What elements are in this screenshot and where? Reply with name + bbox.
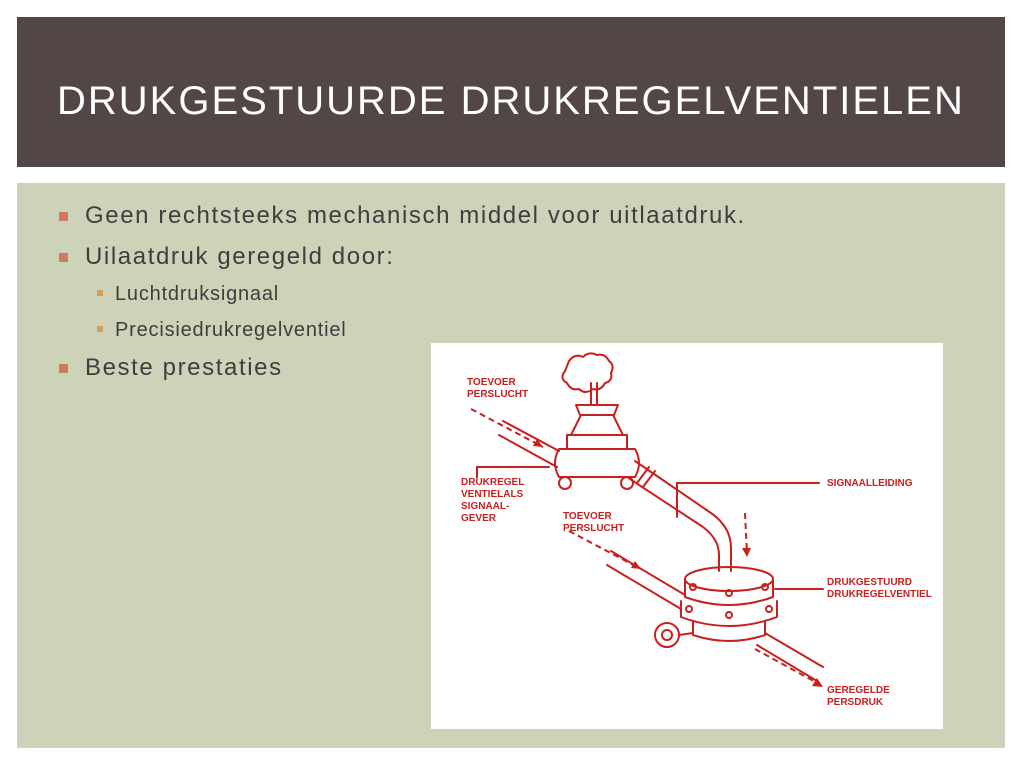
bullet-text: Uilaatdruk geregeld door: [85,243,395,270]
pressure-gauge-icon [655,623,693,647]
leader-lines [477,467,823,589]
arrow-output [755,649,821,685]
label-geregelde: GEREGELDE [827,685,890,696]
sub-bullet-square-icon [97,326,103,332]
bullet-square-icon [59,364,68,373]
sub-bullet-square-icon [97,290,103,296]
bullet-item [59,242,746,272]
bullet-square-icon [59,212,68,221]
bullet-item [59,201,746,231]
label-ventielals: VENTIELALS [461,489,524,500]
label-toevoer-2: TOEVOER [563,511,612,522]
label-perslucht-2: PERSLUCHT [563,523,625,534]
label-persdruk: PERSDRUK [827,697,884,708]
arrow-signal [745,513,747,553]
signal-pipe [627,461,731,571]
label-drukregelventiel: DRUKREGELVENTIEL [827,589,932,600]
title-bar [17,17,1005,167]
bullet-text: Beste prestaties [85,354,283,381]
sub-bullet-text: Precisiedrukregelventiel [115,319,347,341]
slide-title: DRUKGESTUURDE DRUKREGELVENTIELEN [57,79,965,123]
bullet-square-icon [59,253,68,262]
label-gever: GEVER [461,513,497,524]
label-signaalleiding: SIGNAALLEIDING [827,478,913,489]
sub-bullet-item [59,281,746,307]
main-pipe [607,551,823,681]
diaphragm-valve-icon [681,567,777,641]
label-signaal: SIGNAAL- [461,501,510,512]
flow-arrows [471,409,821,685]
handwheel-icon [562,353,612,405]
label-drukregel: DRUKREGEL [461,477,525,488]
label-perslucht-1: PERSLUCHT [467,389,529,400]
valve-diagram-svg [431,343,943,729]
label-drukgestuurd: DRUKGESTUURD [827,577,912,588]
arrow-supply-upper [471,409,543,447]
label-toevoer-1: TOEVOER [467,377,516,388]
sub-bullet-item [59,317,746,343]
valve-diagram [431,343,943,729]
bullet-text: Geen rechtsteeks mechanisch middel voor uitlaatdruk. [85,202,746,229]
sub-bullet-text: Luchtdruksignaal [115,283,280,305]
